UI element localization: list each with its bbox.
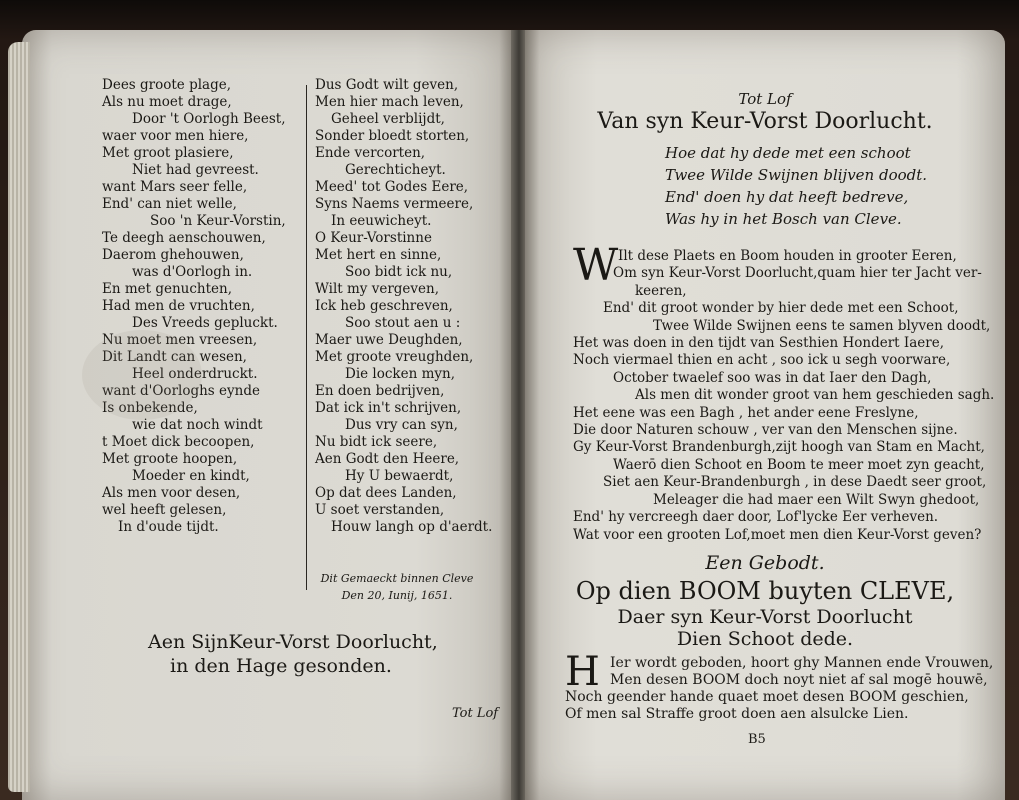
col1-line: Des Vreeds gepluckt.	[132, 315, 278, 331]
left-column-2	[315, 77, 492, 536]
col1-line: In d'oude tijdt.	[118, 519, 219, 535]
col2-line: Soo bidt ick nu,	[345, 264, 453, 280]
italLines-line: Twee Wilde Swijnen blijven doodt.	[665, 166, 928, 184]
col2-line: Dus vry can syn,	[345, 417, 458, 433]
hbody-line: Ier wordt geboden, hoort ghy Mannen ende Vrouwen,	[610, 655, 994, 671]
col1-line: Moeder en kindt,	[132, 468, 250, 484]
page-edges	[8, 42, 30, 792]
col2-line: U soet verstanden,	[315, 502, 445, 518]
column-rule	[306, 85, 307, 590]
col2-line: Aen Godt den Heere,	[315, 451, 460, 467]
imprint-line-1: Dit Gemaeckt binnen Cleve	[320, 572, 474, 585]
rbody-line: Siet aen Keur-Brandenburgh , in dese Daedt seer groot,	[603, 474, 987, 491]
col2-line: Meed' tot Godes Eere,	[315, 179, 469, 195]
col2-line: Men hier mach leven,	[315, 94, 464, 110]
gebodt-line-1: Op dien BOOM buyten CLEVE,	[575, 577, 955, 605]
col1-line: Dit Landt can wesen,	[102, 349, 247, 365]
hbody-line: Men desen BOOM doch noyt niet af sal mogē houwē,	[610, 672, 988, 688]
main-title: Van syn Keur-Vorst Doorlucht.	[597, 109, 933, 134]
col2-line: Soo stout aen u :	[345, 315, 461, 331]
col1-line: Dees groote plage,	[102, 77, 232, 93]
italLines-line: Was hy in het Bosch van Cleve.	[665, 210, 902, 228]
col1-line: Had men de vruchten,	[102, 298, 255, 314]
col2-line: Sonder bloedt storten,	[315, 128, 470, 144]
col1-line: Nu moet men vreesen,	[102, 332, 258, 348]
col2-line: O Keur-Vorstinne	[315, 230, 432, 246]
poem-body	[573, 248, 994, 544]
drop-cap-w: W	[573, 240, 619, 291]
col2-line: Ende vercorten,	[315, 145, 426, 161]
col2-line: Geheel verblijdt,	[331, 111, 445, 127]
gebodt-heading	[525, 550, 1005, 650]
col1-line: want d'Oorloghs eynde	[102, 383, 260, 399]
top-small-title: Tot Lof	[738, 90, 792, 108]
col2-line: Dus Godt wilt geven,	[315, 77, 459, 93]
rbody-line: Om syn Keur-Vorst Doorlucht,quam hier ter Jacht ver-	[613, 265, 982, 282]
subtitle-verses	[525, 142, 1005, 230]
dedication-line-2: in den Hage gesonden.	[170, 655, 392, 677]
hbody-line: Noch geender hande quaet moet desen BOOM geschien,	[565, 689, 969, 705]
italLines-line: End' doen hy dat heeft bedreve,	[665, 188, 909, 206]
col1-line: Niet had gevreest.	[132, 162, 259, 178]
col1-line: t Moet dick becoopen,	[102, 434, 255, 450]
gebodt-line-3: Dien Schoot dede.	[676, 628, 854, 650]
col1-line: want Mars seer felle,	[102, 179, 248, 195]
rbody-line: October twaelef soo was in dat Iaer den Dagh,	[613, 369, 932, 386]
left-page	[22, 30, 514, 800]
col1-line: was d'Oorlogh in.	[132, 264, 253, 280]
col1-line: Is onbekende,	[102, 400, 198, 416]
col1-line: End' can niet welle,	[102, 196, 237, 212]
col1-line: Te deegh aenschouwen,	[102, 230, 266, 246]
rbody-line: Het was doen in den tijdt van Sesthien Hondert Iaere,	[573, 335, 944, 352]
rbody-line: Als men dit wonder groot van hem geschieden sagh.	[635, 387, 995, 404]
gebodt-title: Een Gebodt.	[705, 552, 825, 574]
rbody-line: Wat voor een grooten Lof,moet men dien Keur-Vorst geven?	[573, 526, 982, 543]
right-page	[525, 30, 1005, 800]
col1-line: En met genuchten,	[102, 281, 233, 297]
rbody-line: Waerō dien Schoot en Boom te meer moet zyn geacht,	[613, 456, 985, 473]
col2-line: Nu bidt ick seere,	[315, 434, 438, 450]
imprint-line-2: Den 20, Iunij, 1651.	[341, 589, 453, 602]
col1-line: Met groote hoopen,	[102, 451, 238, 467]
catchword: Tot Lof	[452, 706, 499, 721]
rbody-line: End' hy vercreegh daer door, Lof'lycke Eer verheven.	[573, 509, 939, 526]
col2-line: En doen bedrijven,	[315, 383, 445, 399]
gebodt-body	[565, 655, 993, 723]
col1-line: Door 't Oorlogh Beest,	[132, 111, 286, 127]
hbody-line: Of men sal Straffe groot doen aen alsulcke Lien.	[565, 706, 909, 722]
col2-line: In eeuwicheyt.	[331, 213, 432, 229]
col1-line: waer voor men hiere,	[102, 128, 249, 144]
imprint	[312, 570, 482, 604]
col2-line: Houw langh op d'aerdt.	[331, 519, 493, 535]
col1-line: Soo 'n Keur-Vorstin,	[150, 213, 286, 229]
italLines-line: Hoe dat hy dede met een schoot	[665, 144, 911, 162]
col2-line: Maer uwe Deughden,	[315, 332, 463, 348]
col2-line: Gerechticheyt.	[345, 162, 446, 178]
rbody-line: keeren,	[635, 282, 687, 299]
col2-line: Op dat dees Landen,	[315, 485, 457, 501]
col1-line: Als men voor desen,	[102, 485, 241, 501]
signature-mark: B5	[748, 732, 766, 747]
col2-line: Syns Naems vermeere,	[315, 196, 474, 212]
rbody-line: Twee Wilde Swijnen eens te samen blyven doodt,	[653, 317, 991, 334]
col1-line: Als nu moet drage,	[102, 94, 232, 110]
rbody-line: Ilt dese Plaets en Boom houden in grooter Eeren,	[618, 248, 957, 264]
col2-line: Met groote vreughden,	[315, 349, 474, 365]
rbody-line: End' dit groot wonder by hier dede met een Schoot,	[603, 300, 959, 317]
dedication-line-1: Aen SijnKeur-Vorst Doorlucht,	[148, 631, 438, 653]
gebodt-line-2: Daer syn Keur-Vorst Doorlucht	[617, 606, 913, 628]
col2-line: Met hert en sinne,	[315, 247, 442, 263]
dedication-heading	[148, 630, 438, 678]
col1-line: wel heeft gelesen,	[102, 502, 227, 518]
col2-line: Hy U bewaerdt,	[345, 468, 454, 484]
rbody-line: Noch viermael thien en acht , soo ick u segh voorware,	[573, 352, 951, 369]
rbody-line: Die door Naturen schouw , ver van den Menschen sijne.	[573, 422, 958, 439]
open-book	[8, 30, 1013, 800]
col1-line: Heel onderdruckt.	[132, 366, 258, 382]
rbody-line: Meleager die had maer een Wilt Swyn ghedoot,	[653, 491, 980, 508]
rbody-line: Gy Keur-Vorst Brandenburgh,zijt hoogh van Stam en Macht,	[573, 439, 985, 456]
paper-stain	[82, 330, 202, 420]
col2-line: Ick heb geschreven,	[315, 298, 453, 314]
col1-line: wie dat noch windt	[132, 417, 263, 433]
col1-line: Daerom ghehouwen,	[102, 247, 244, 263]
col2-line: Wilt my vergeven,	[315, 281, 440, 297]
col2-line: Dat ick in't schrijven,	[315, 400, 462, 416]
rbody-line: Het eene was een Bagh , het ander eene Freslyne,	[573, 404, 919, 421]
col2-line: Die locken myn,	[345, 366, 455, 382]
drop-cap-h: H	[565, 649, 600, 695]
col1-line: Met groot plasiere,	[102, 145, 234, 161]
poem-header	[525, 90, 1005, 230]
left-column-1	[102, 77, 286, 536]
